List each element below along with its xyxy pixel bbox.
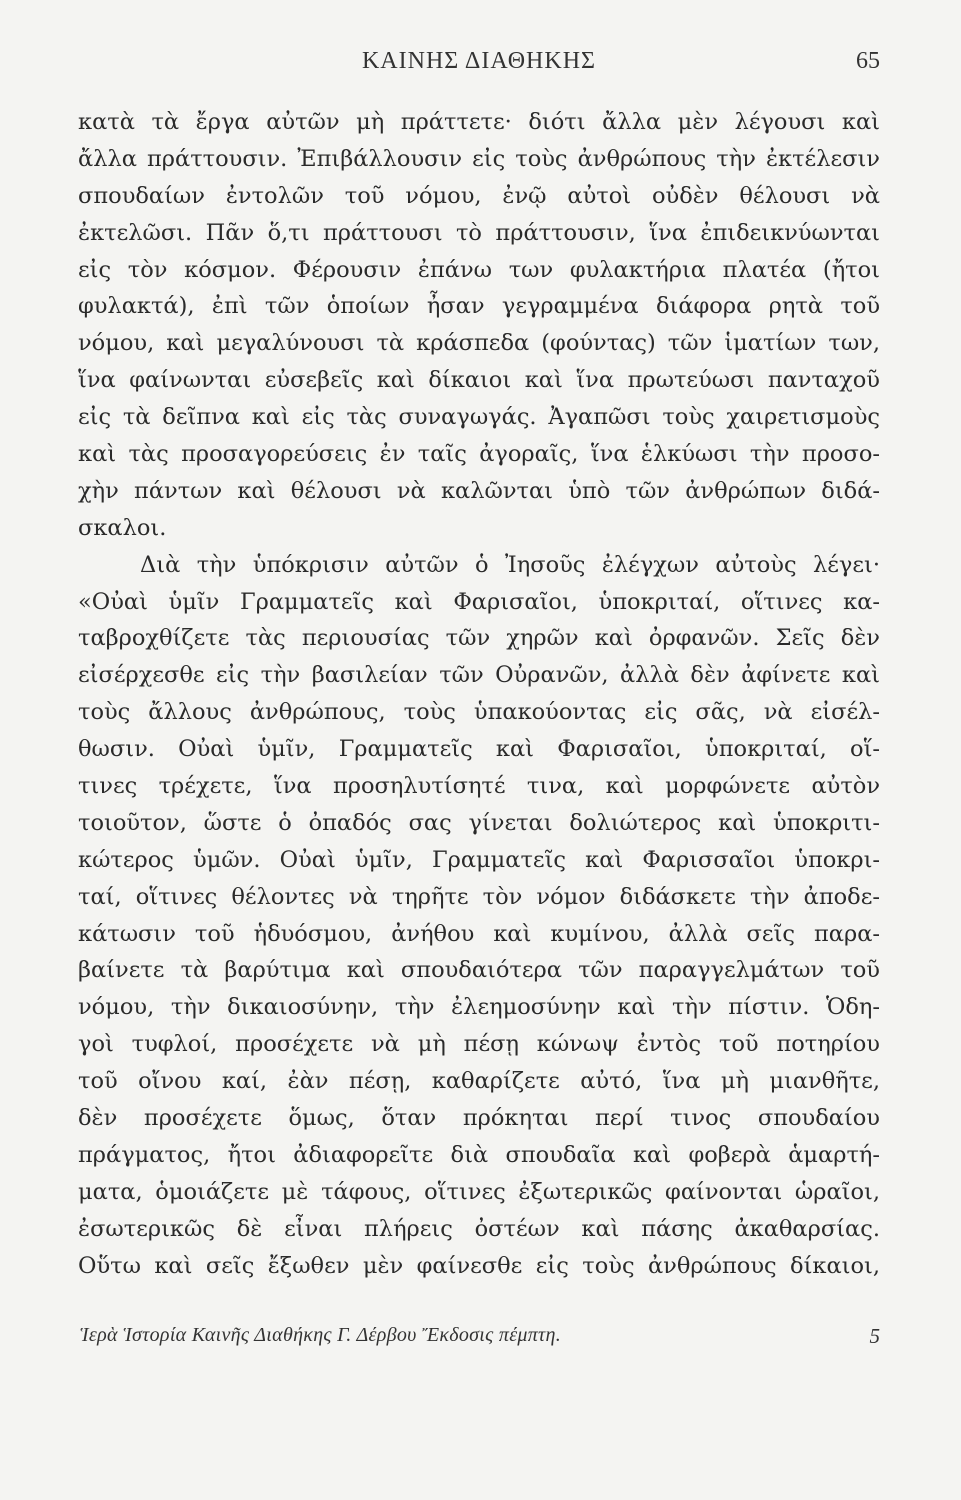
text-line: ταβροχθίζετε τὰς περιουσίας τῶν χηρῶν καὶ ὀρφανῶν. Σεῖς δὲν [78,625,880,652]
text-line: εἰς τὸν κόσμον. Φέρουσιν ἐπάνω των φυλακτήρια πλατέα (ἤτοι [78,256,880,283]
book-signature-line: Ἱερὰ Ἱστορία Καινῆς Διαθήκης Γ. Δέρβου Ἔκδοσις πέμπτη. [80,1324,562,1346]
text-line: ἐκτελῶσι. Πᾶν ὅ,τι πράττουσι τὸ πράττουσιν, ἵνα ἐπιδεικνύωνται [78,219,880,246]
running-title: ΚΑΙΝΗΣ ΔΙΑΘΗΚΗΣ [361,48,597,74]
text-line: σκαλοι. [78,514,167,541]
text-line: κώτερος ὑμῶν. Οὐαὶ ὑμῖν, Γραμματεῖς καὶ Φαρισσαῖοι ὑποκρι- [78,846,880,873]
text-line: νόμου, καὶ μεγαλύνουσι τὰ κράσπεδα (φούντας) τῶν ἱματίων των, [78,330,880,357]
text-line: εἰς τὰ δεῖπνα καὶ εἰς τὰς συναγωγάς. Ἀγαπῶσι τοὺς χαιρετισμοὺς [78,404,880,431]
text-line: νόμου, τὴν δικαιοσύνην, τὴν ἐλεημοσύνην καὶ τὴν πίστιν. Ὁδη- [78,994,880,1021]
paragraph-start-line: Διὰ τὴν ὑπόκρισιν αὐτῶν ὁ Ἰησοῦς ἐλέγχων αὐτοὺς λέγει· [140,551,880,578]
text-line: τοιοῦτον, ὥστε ὁ ὀπαδός σας γίνεται δολιώτερος καὶ ὑποκριτι- [78,809,880,836]
text-line: ματα, ὁμοιάζετε μὲ τάφους, οἵτινες ἐξωτερικῶς φαίνονται ὡραῖοι, [78,1178,880,1205]
page-number: 65 [856,48,880,74]
text-line: καὶ τὰς προσαγορεύσεις ἐν ταῖς ἀγοραῖς, ἵνα ἑλκύωσι τὴν προσο- [78,441,880,468]
signature-mark: 5 [869,1324,880,1348]
running-head [78,48,880,84]
text-line: τοῦ οἴνου καί, ἐὰν πέσῃ, καθαρίζετε αὐτό, ἵνα μὴ μιανθῆτε, [78,1068,880,1095]
text-line: χὴν πάντων καὶ θέλουσι νὰ καλῶνται ὑπὸ τῶν ἀνθρώπων διδά- [78,477,880,504]
text-line: κατὰ τὰ ἔργα αὐτῶν μὴ πράττετε· διότι ἄλλα μὲν λέγουσι καὶ [78,109,880,135]
text-line: θωσιν. Οὐαὶ ὑμῖν, Γραμματεῖς καὶ Φαρισαῖοι, ὑποκριταί, οἵ- [78,736,880,763]
text-line: «Οὐαὶ ὑμῖν Γραμματεῖς καὶ Φαρισαῖοι, ὑποκριταί, οἵτινες κα- [78,588,880,615]
text-line: φυλακτά), ἐπὶ τῶν ὁποίων ἦσαν γεγραμμένα διάφορα ρητὰ τοῦ [78,293,880,320]
text-line: γοὶ τυφλοί, προσέχετε νὰ μὴ πέσῃ κώνωψ ἐντὸς τοῦ ποτηρίου [78,1031,880,1058]
text-line: πράγματος, ἤτοι ἀδιαφορεῖτε διὰ σπουδαῖα καὶ φοβερὰ ἁμαρτή- [78,1141,880,1168]
text-line: ἄλλα πράττουσιν. Ἐπιβάλλουσιν εἰς τοὺς ἀνθρώπους τὴν ἐκτέλεσιν [78,145,880,172]
text-line: ταί, οἵτινες θέλοντες νὰ τηρῆτε τὸν νόμον διδάσκετε τὴν ἀποδε- [78,883,880,910]
text-line: βαίνετε τὰ βαρύτιμα καὶ σπουδαιότερα τῶν παραγγελμάτων τοῦ [78,957,880,984]
text-line: ἵνα φαίνωνται εὐσεβεῖς καὶ δίκαιοι καὶ ἵνα πρωτεύωσι πανταχοῦ [78,367,880,394]
text-line: εἰσέρχεσθε εἰς τὴν βασιλείαν τῶν Οὐρανῶν, ἀλλὰ δὲν ἀφίνετε καὶ [78,662,880,689]
text-line: κάτωσιν τοῦ ἡδυόσμου, ἀνήθου καὶ κυμίνου, ἀλλὰ σεῖς παρα- [78,920,880,947]
text-line: τινες τρέχετε, ἵνα προσηλυτίσητέ τινα, καὶ μορφώνετε αὐτὸν [78,773,880,800]
text-line: ἐσωτερικῶς δὲ εἶναι πλήρεις ὀστέων καὶ πάσης ἀκαθαρσίας. [78,1215,880,1242]
text-line: δὲν προσέχετε ὅμως, ὅταν πρόκηται περί τινος σπουδαίου [78,1105,880,1132]
page-footer [80,1324,880,1358]
body-text [78,104,880,1285]
text-line: σπουδαίων ἐντολῶν τοῦ νόμου, ἐνῷ αὐτοὶ οὐδὲν θέλουσι νὰ [78,182,880,209]
text-line: τοὺς ἄλλους ἀνθρώπους, τοὺς ὑπακούοντας εἰς σᾶς, νὰ εἰσέλ- [78,699,880,726]
text-line: Οὕτω καὶ σεῖς ἔξωθεν μὲν φαίνεσθε εἰς τοὺς ἀνθρώπους δίκαιοι, [78,1252,880,1279]
